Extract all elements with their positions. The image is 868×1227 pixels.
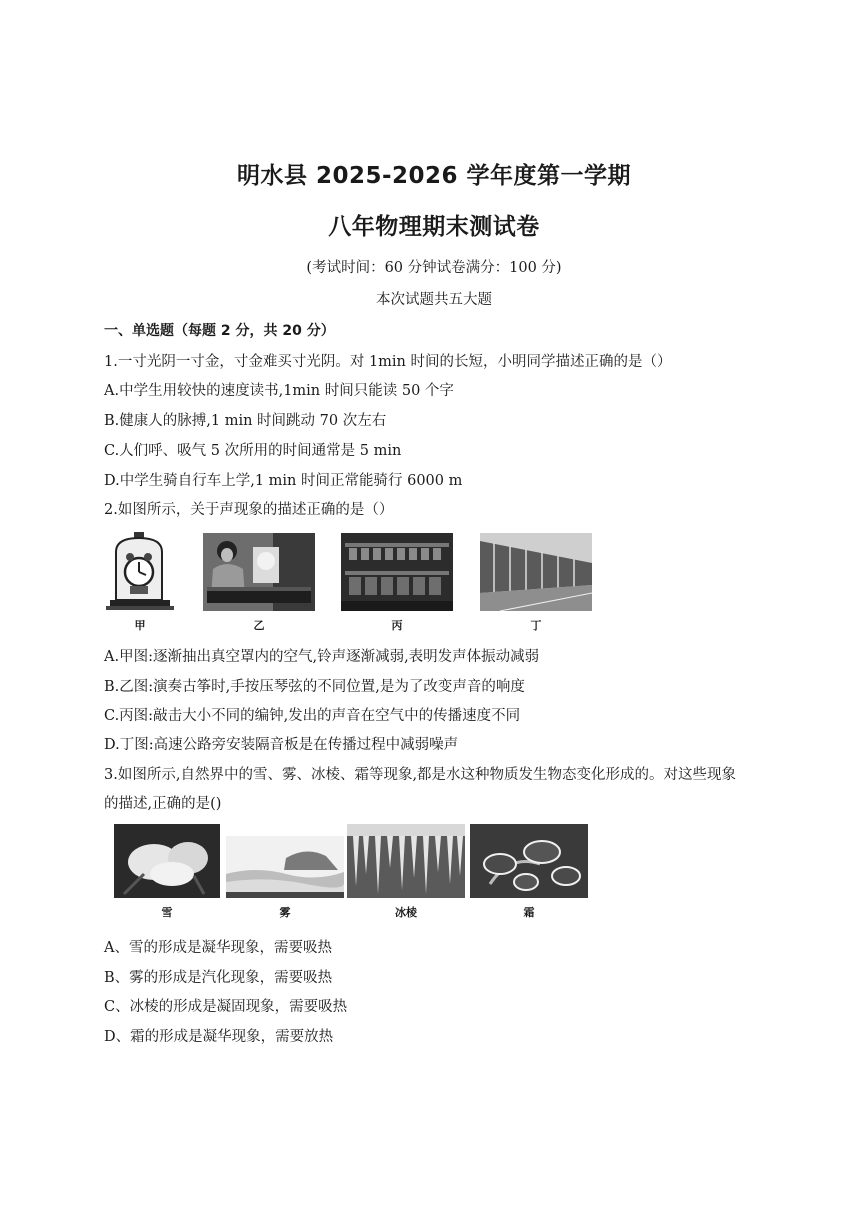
frost-photo <box>470 824 588 898</box>
sound-barrier-photo <box>480 533 592 611</box>
q1-option-a: A.中学生用较快的速度读书,1min 时间只能读 50 个字 <box>104 383 454 399</box>
q1-option-d: D.中学生骑自行车上学,1 min 时间正常能骑行 6000 m <box>104 473 463 489</box>
q3-option-d: D、霜的形成是凝华现象，需要放热 <box>104 1029 334 1045</box>
q1-stem: 1.一寸光阴一寸金，寸金难买寸光阴。对 1min 时间的长短，小明同学描述正确的是（） <box>104 354 672 370</box>
q3-option-c: C、冰棱的形成是凝固现象，需要吸热 <box>104 999 348 1015</box>
figure-caption-ding: 丁 <box>530 619 542 632</box>
q2-option-b: B.乙图:演奏古筝时,手按压琴弦的不同位置,是为了改变声音的响度 <box>104 679 525 695</box>
q2-option-a: A.甲图:逐渐抽出真空罩内的空气,铃声逐渐减弱,表明发声体振动减弱 <box>104 649 540 665</box>
icicle-photo <box>347 824 465 898</box>
figure-caption-jia: 甲 <box>134 619 146 632</box>
figure-caption-snow: 雪 <box>161 906 173 919</box>
exam-subtitle: 八年物理期末测试卷 <box>328 214 540 240</box>
q2-option-c: C.丙图:敲击大小不同的编钟,发出的声音在空气中的传播速度不同 <box>104 708 521 724</box>
q3-option-b: B、雾的形成是汽化现象，需要吸热 <box>104 970 333 986</box>
figure-caption-yi: 乙 <box>253 619 265 632</box>
q3-stem-line2: 的描述,正确的是() <box>104 796 222 812</box>
exam-info: (考试时间：60 分钟试卷满分：100 分) <box>306 260 562 276</box>
q3-stem-line1: 3.如图所示,自然界中的雪、雾、冰棱、霜等现象,都是水这种物质发生物态变化形成的。对这些现象 <box>104 767 737 783</box>
q2-option-d: D.丁图:高速公路旁安装隔音板是在传播过程中减弱噪声 <box>104 737 459 753</box>
fog-photo <box>226 836 344 898</box>
figure-caption-bing: 丙 <box>391 619 403 632</box>
question-count-note: 本次试题共五大题 <box>376 292 492 308</box>
q3-option-a: A、雪的形成是凝华现象，需要吸热 <box>104 940 332 956</box>
q1-option-c: C.人们呼、吸气 5 次所用的时间通常是 5 min <box>104 443 402 459</box>
bell-jar-figure <box>104 530 176 612</box>
q2-stem: 2.如图所示，关于声现象的描述正确的是（） <box>104 502 394 518</box>
figure-caption-fog: 雾 <box>279 906 291 919</box>
exam-title: 明水县 2025-2026 学年度第一学期 <box>236 163 632 189</box>
guzheng-photo <box>203 533 315 611</box>
q1-option-b: B.健康人的脉搏,1 min 时间跳动 70 次左右 <box>104 413 387 429</box>
snow-photo <box>114 824 220 898</box>
section-heading: 一、单选题（每题 2 分，共 20 分） <box>104 323 335 339</box>
chime-bells-photo <box>341 533 453 611</box>
figure-caption-icicle: 冰棱 <box>395 906 417 919</box>
figure-caption-frost: 霜 <box>523 906 535 919</box>
